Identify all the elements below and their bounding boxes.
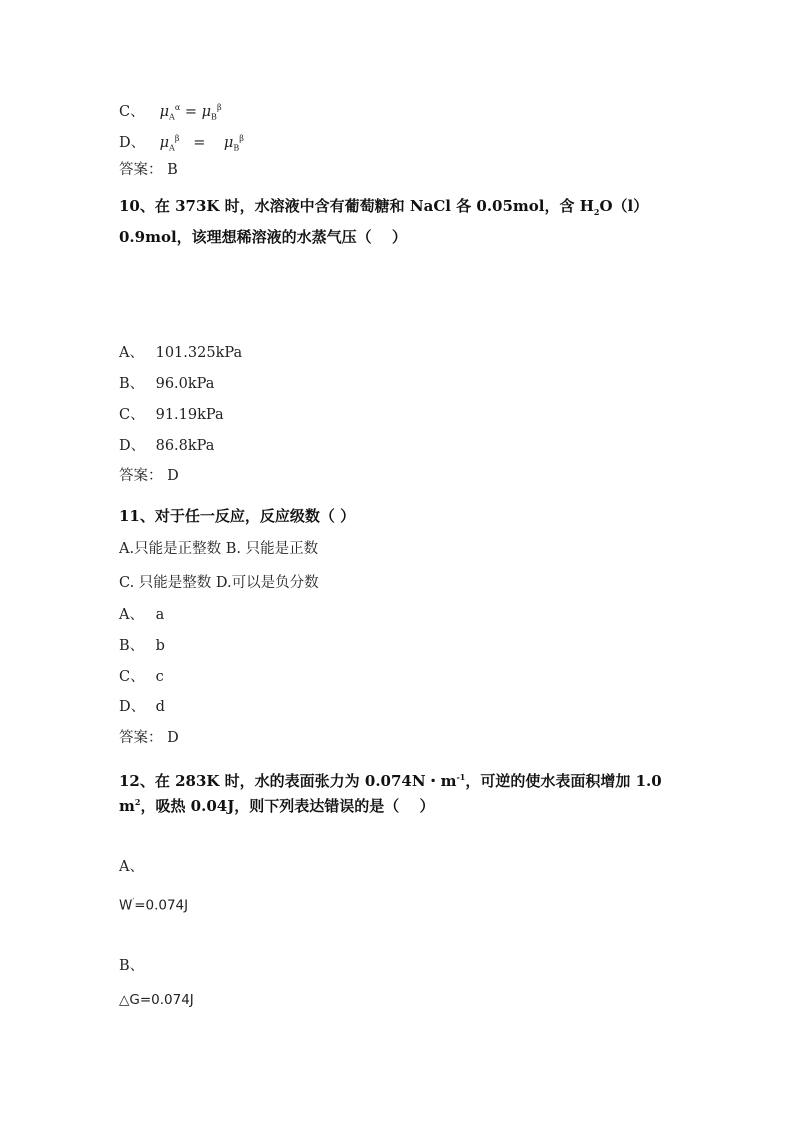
superscript: α — [174, 103, 181, 112]
option-text: 96.0kPa — [155, 376, 215, 392]
option-label: B、 — [119, 638, 145, 654]
option-text: 91.19kPa — [155, 407, 224, 423]
q9-answer: 答案： B — [119, 162, 178, 178]
q12-title-line1 — [119, 768, 662, 790]
q12-title-text: 12、在 283K 时，水的表面张力为 0.074N・m — [119, 772, 457, 790]
prime-mark: ′ — [132, 897, 135, 906]
superscript: 2 — [134, 797, 141, 807]
option-label: D、 — [119, 438, 146, 454]
q10-option-a — [119, 344, 242, 362]
q11-choices-line2: C. 只能是整数 D.可以是负分数 — [119, 575, 319, 591]
option-text: 101.325kPa — [155, 345, 243, 361]
option-text: d — [155, 699, 165, 715]
superscript: β — [174, 134, 180, 143]
q11-option-a — [119, 606, 164, 624]
option-text: a — [155, 607, 165, 623]
subscript: B — [211, 112, 217, 122]
work-symbol: W — [119, 897, 133, 914]
q10-answer: 答案： D — [119, 468, 179, 484]
option-text: 86.8kPa — [155, 438, 215, 454]
q12-unit: m — [119, 797, 135, 815]
subscript: A — [169, 143, 175, 153]
q11-title: 11、对于任一反应，反应级数（ ） — [119, 507, 356, 525]
q11-option-d — [119, 698, 165, 716]
q12-option-b-text: △G=0.074J — [119, 992, 194, 1008]
option-label: A、 — [119, 345, 144, 361]
q12-title-text-end: ，可逆的使水表面积增加 1.0 — [465, 772, 662, 790]
option-label: B、 — [119, 376, 145, 392]
option-label: A、 — [119, 607, 144, 623]
q11-option-b — [119, 637, 165, 655]
subscript: 2 — [593, 207, 600, 217]
q10-option-c — [119, 406, 224, 424]
q10-title-line2: 0.9mol，该理想稀溶液的水蒸气压（ ） — [119, 228, 407, 246]
q11-option-c — [119, 668, 164, 686]
subscript: A — [169, 112, 175, 122]
mu-symbol: μ — [201, 103, 212, 120]
equals-sign: = — [193, 134, 206, 151]
superscript: β — [239, 134, 244, 143]
q11-answer: 答案： D — [119, 730, 179, 746]
q9-option-c — [119, 99, 222, 127]
work-value: =0.074J — [134, 897, 189, 914]
q12-title-line2 — [119, 793, 435, 815]
subscript: B — [233, 143, 240, 153]
mu-symbol: μ — [159, 134, 170, 151]
mu-symbol: μ — [223, 134, 234, 151]
option-text: c — [155, 669, 164, 685]
q9-option-d — [119, 130, 244, 158]
superscript: -1 — [456, 772, 466, 782]
option-label: D、 — [119, 134, 146, 151]
option-label: C、 — [119, 407, 145, 423]
option-text: b — [155, 638, 165, 654]
equals-sign: = — [184, 103, 197, 120]
q12-option-b-label: B、 — [119, 958, 145, 974]
option-label: C、 — [119, 103, 145, 120]
q11-choices-line1: A.只能是正整数 B. 只能是正数 — [119, 541, 319, 557]
superscript: β — [216, 103, 222, 112]
q10-option-b — [119, 375, 214, 393]
q12-option-a-label: A、 — [119, 859, 144, 875]
option-label: C、 — [119, 669, 145, 685]
q12-title-text-end: ，吸热 0.04J，则下列表达错误的是（ ） — [140, 797, 435, 815]
q10-title-text: 10、在 373K 时，水溶液中含有葡萄糖和 NaCl 各 0.05mol，含 H — [119, 197, 594, 215]
q12-option-a-text — [119, 893, 188, 915]
option-label: D、 — [119, 699, 146, 715]
q10-option-d — [119, 437, 214, 455]
q10-title-text-end: O（l） — [599, 197, 649, 215]
q10-title-line1 — [119, 197, 648, 221]
mu-symbol: μ — [159, 103, 170, 120]
